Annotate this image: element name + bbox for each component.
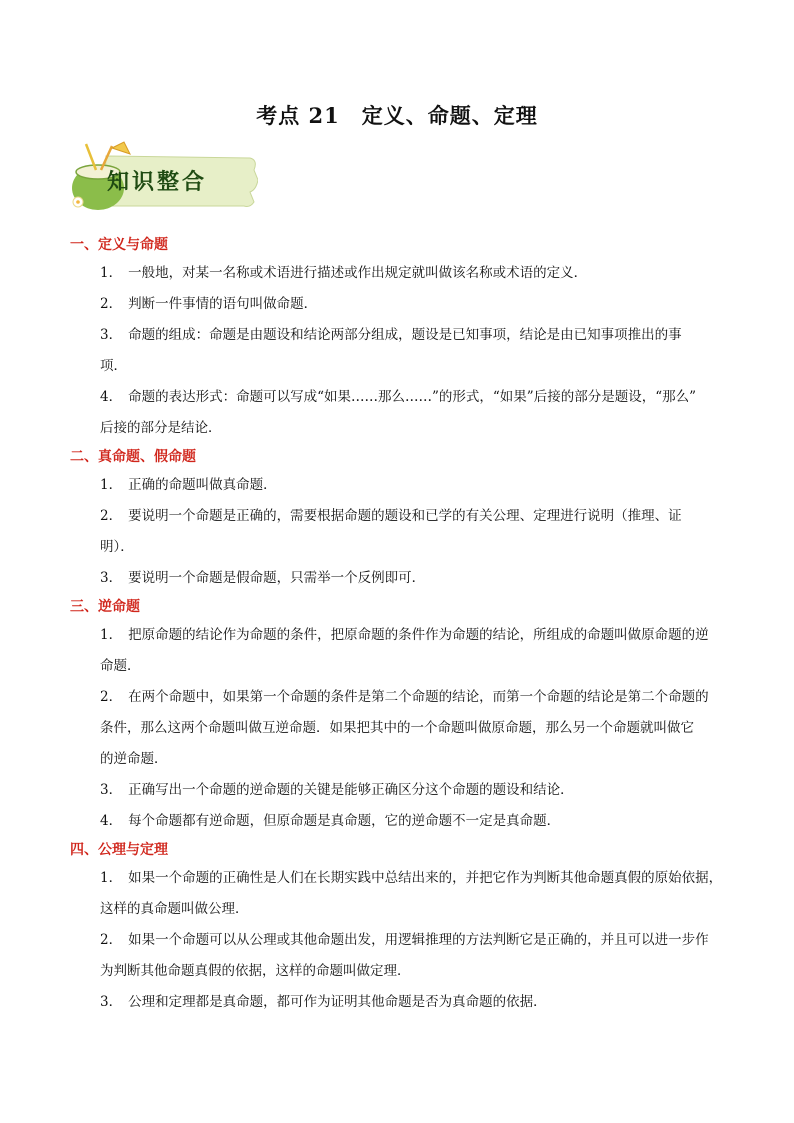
list-item: 1． 正确的命题叫做真命题． — [100, 477, 277, 493]
section-heading: 二、真命题、假命题 — [70, 449, 196, 465]
list-item: 2． 如果一个命题可以从公理或其他命题出发，用逻辑推理的方法判断它是正确的，并且可以进一步作 为判断其他命题真假的依据，这样的命题叫做定理． — [100, 932, 709, 979]
list-item: 4． 每个命题都有逆命题，但原命题是真命题，它的逆命题不一定是真命题． — [100, 813, 561, 829]
list-item: 2． 判断一件事情的语句叫做命题． — [100, 296, 318, 312]
list-item: 3． 命题的组成：命题是由题设和结论两部分组成，题设是已知事项，结论是由已知事项推出的事 项． — [100, 327, 682, 374]
list-item: 2． 在两个命题中，如果第一个命题的条件是第二个命题的结论，而第一个命题的结论是第二个命题的 条件，那么这两个命题叫做互逆命题．如果把其中的一个命题叫做原命题，那么另一个命题就叫做它 的逆命题． — [100, 689, 709, 767]
list-item: 1． 一般地，对某一名称或术语进行描述或作出规定就叫做该名称或术语的定义． — [100, 265, 588, 281]
section-true-false-proposition — [70, 444, 730, 594]
section-heading: 四、公理与定理 — [70, 842, 168, 858]
list-item: 3． 正确写出一个命题的逆命题的关键是能够正确区分这个命题的题设和结论． — [100, 782, 574, 798]
list-item: 2． 要说明一个命题是正确的，需要根据命题的题设和已学的有关公理、定理进行说明（推理、证 明）． — [100, 508, 682, 555]
document-body — [70, 232, 730, 1018]
list-item: 1． 把原命题的结论作为命题的条件，把原命题的条件作为命题的结论，所组成的命题叫做原命题的逆 命题． — [100, 627, 709, 674]
list-item: 3． 要说明一个命题是假命题，只需举一个反例即可． — [100, 570, 426, 586]
list-item: 4． 命题的表达形式：命题可以写成“如果……那么……”的形式，“如果”后接的部分是题设，“那么” 后接的部分是结论． — [100, 389, 697, 436]
page-title: 考点 21 定义、命题、定理 — [256, 103, 538, 128]
banner-label: 知识整合 — [107, 170, 208, 195]
list-item: 1． 如果一个命题的正确性是人们在长期实践中总结出来的，并把它作为判断其他命题真假的原始依据， 这样的真命题叫做公理． — [100, 870, 723, 917]
section-heading: 三、逆命题 — [70, 599, 140, 615]
section-converse-proposition — [70, 594, 730, 837]
section-definition-proposition — [70, 232, 730, 444]
section-axiom-theorem — [70, 837, 730, 1018]
section-heading: 一、定义与命题 — [70, 237, 168, 253]
list-item: 3． 公理和定理都是真命题，都可作为证明其他命题是否为真命题的依据． — [100, 994, 547, 1010]
